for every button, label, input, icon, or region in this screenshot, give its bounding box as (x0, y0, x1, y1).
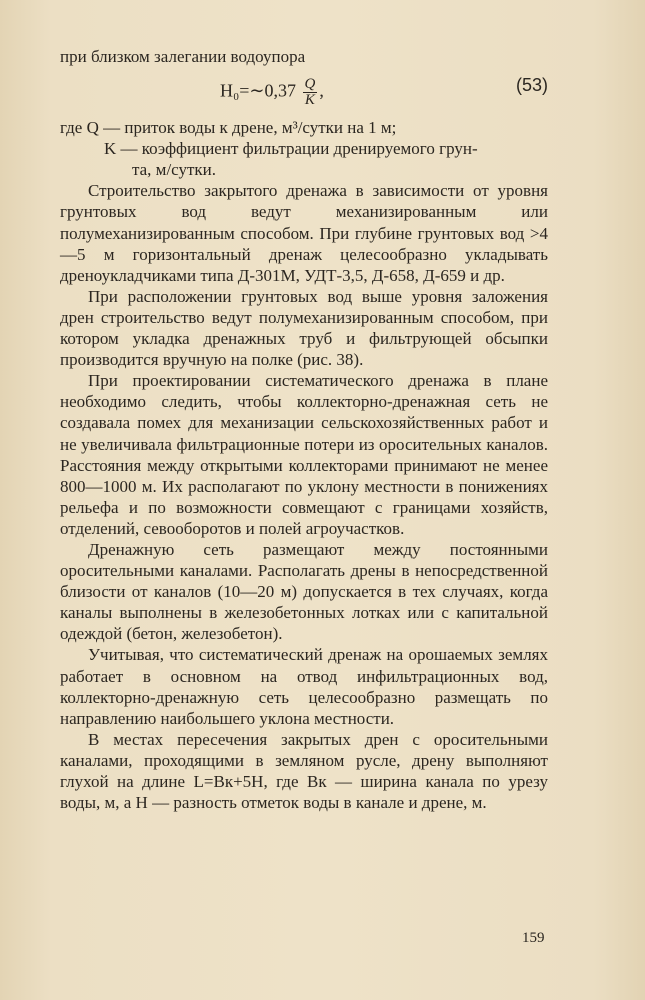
intro-line: при близком залегании водоупора (60, 47, 306, 66)
paragraph-5: Учитывая, что систематический дренаж на орошаемых землях работает в основном на отвод инфильтрационных вод, коллекторно-дренажную сеть целесообразно размещать по направлению наибольшего уклона местности. (60, 645, 548, 728)
formula-expression (220, 77, 324, 108)
paragraph-1: Строительство закрытого дренажа в зависимости от уровня грунтовых вод ведут механизированным или полумеханизированным способом. При глубине грунтовых вод >4—5 м горизонтальный дренаж целесообразно укладывать дреноукладчиками типа Д-301М, УДТ-3,5, Д-658, Д-659 и др. (60, 181, 548, 285)
paragraph-2: При расположении грунтовых вод выше уровня заложения дрен строительство ведут полумеханизированным способом, при котором укладка дренажных труб и фильтрующей обсыпки производится вручную на полке (рис. 38). (60, 286, 548, 370)
definition-q: где Q — приток воды к дрене, м³/сутки на 1 м; (60, 118, 397, 138)
paragraph-6: В местах пересечения закрытых дрен с оросительными каналами, проходящими в земляном русле, дрену выполняют глухой на длине L=Bк+5H, где Bк — ширина канала по урезу воды, м, а H — разность отметок воды в канале и дрене, м. (60, 729, 548, 813)
formula-denominator: K (304, 92, 315, 109)
formula-tail: , (319, 80, 324, 101)
definitions (60, 117, 548, 180)
definition-k: K — коэффициент фильтрации дренируемого грун- (104, 139, 478, 159)
formula-53 (60, 71, 548, 117)
page-number: 159 (522, 930, 545, 946)
page-text (60, 46, 548, 813)
formula-fraction (303, 77, 318, 108)
definition-k-cont: та, м/сутки. (132, 160, 217, 180)
paragraph-4: Дренажную сеть размещают между постоянными оросительными каналами. Располагать дрены в непосредственной близости от каналов (10—20 м) допускается в тех случаях, когда каналы выполнены в железобетонных лотках или с капитальной одеждой (бетон, железобетон). (60, 539, 548, 644)
formula-numerator: Q (304, 76, 316, 93)
formula-lhs: H₀=∼0,37 (220, 80, 297, 101)
formula-number: (53) (515, 75, 548, 96)
paragraph-3: При проектировании систематического дренажа в плане необходимо следить, чтобы коллекторно-дренажная сеть не создавала помех для механизации сельскохозяйственных работ и не увеличивала фильтрационные потери из оросительных каналов. Расстояния между открытыми коллекторами принимают не менее 800—1000 м. Их располагают по уклону местности в понижениях рельефа и по возможности совмещают с границами хозяйств, отделений, севооборотов и полей агроучастков. (60, 371, 548, 538)
